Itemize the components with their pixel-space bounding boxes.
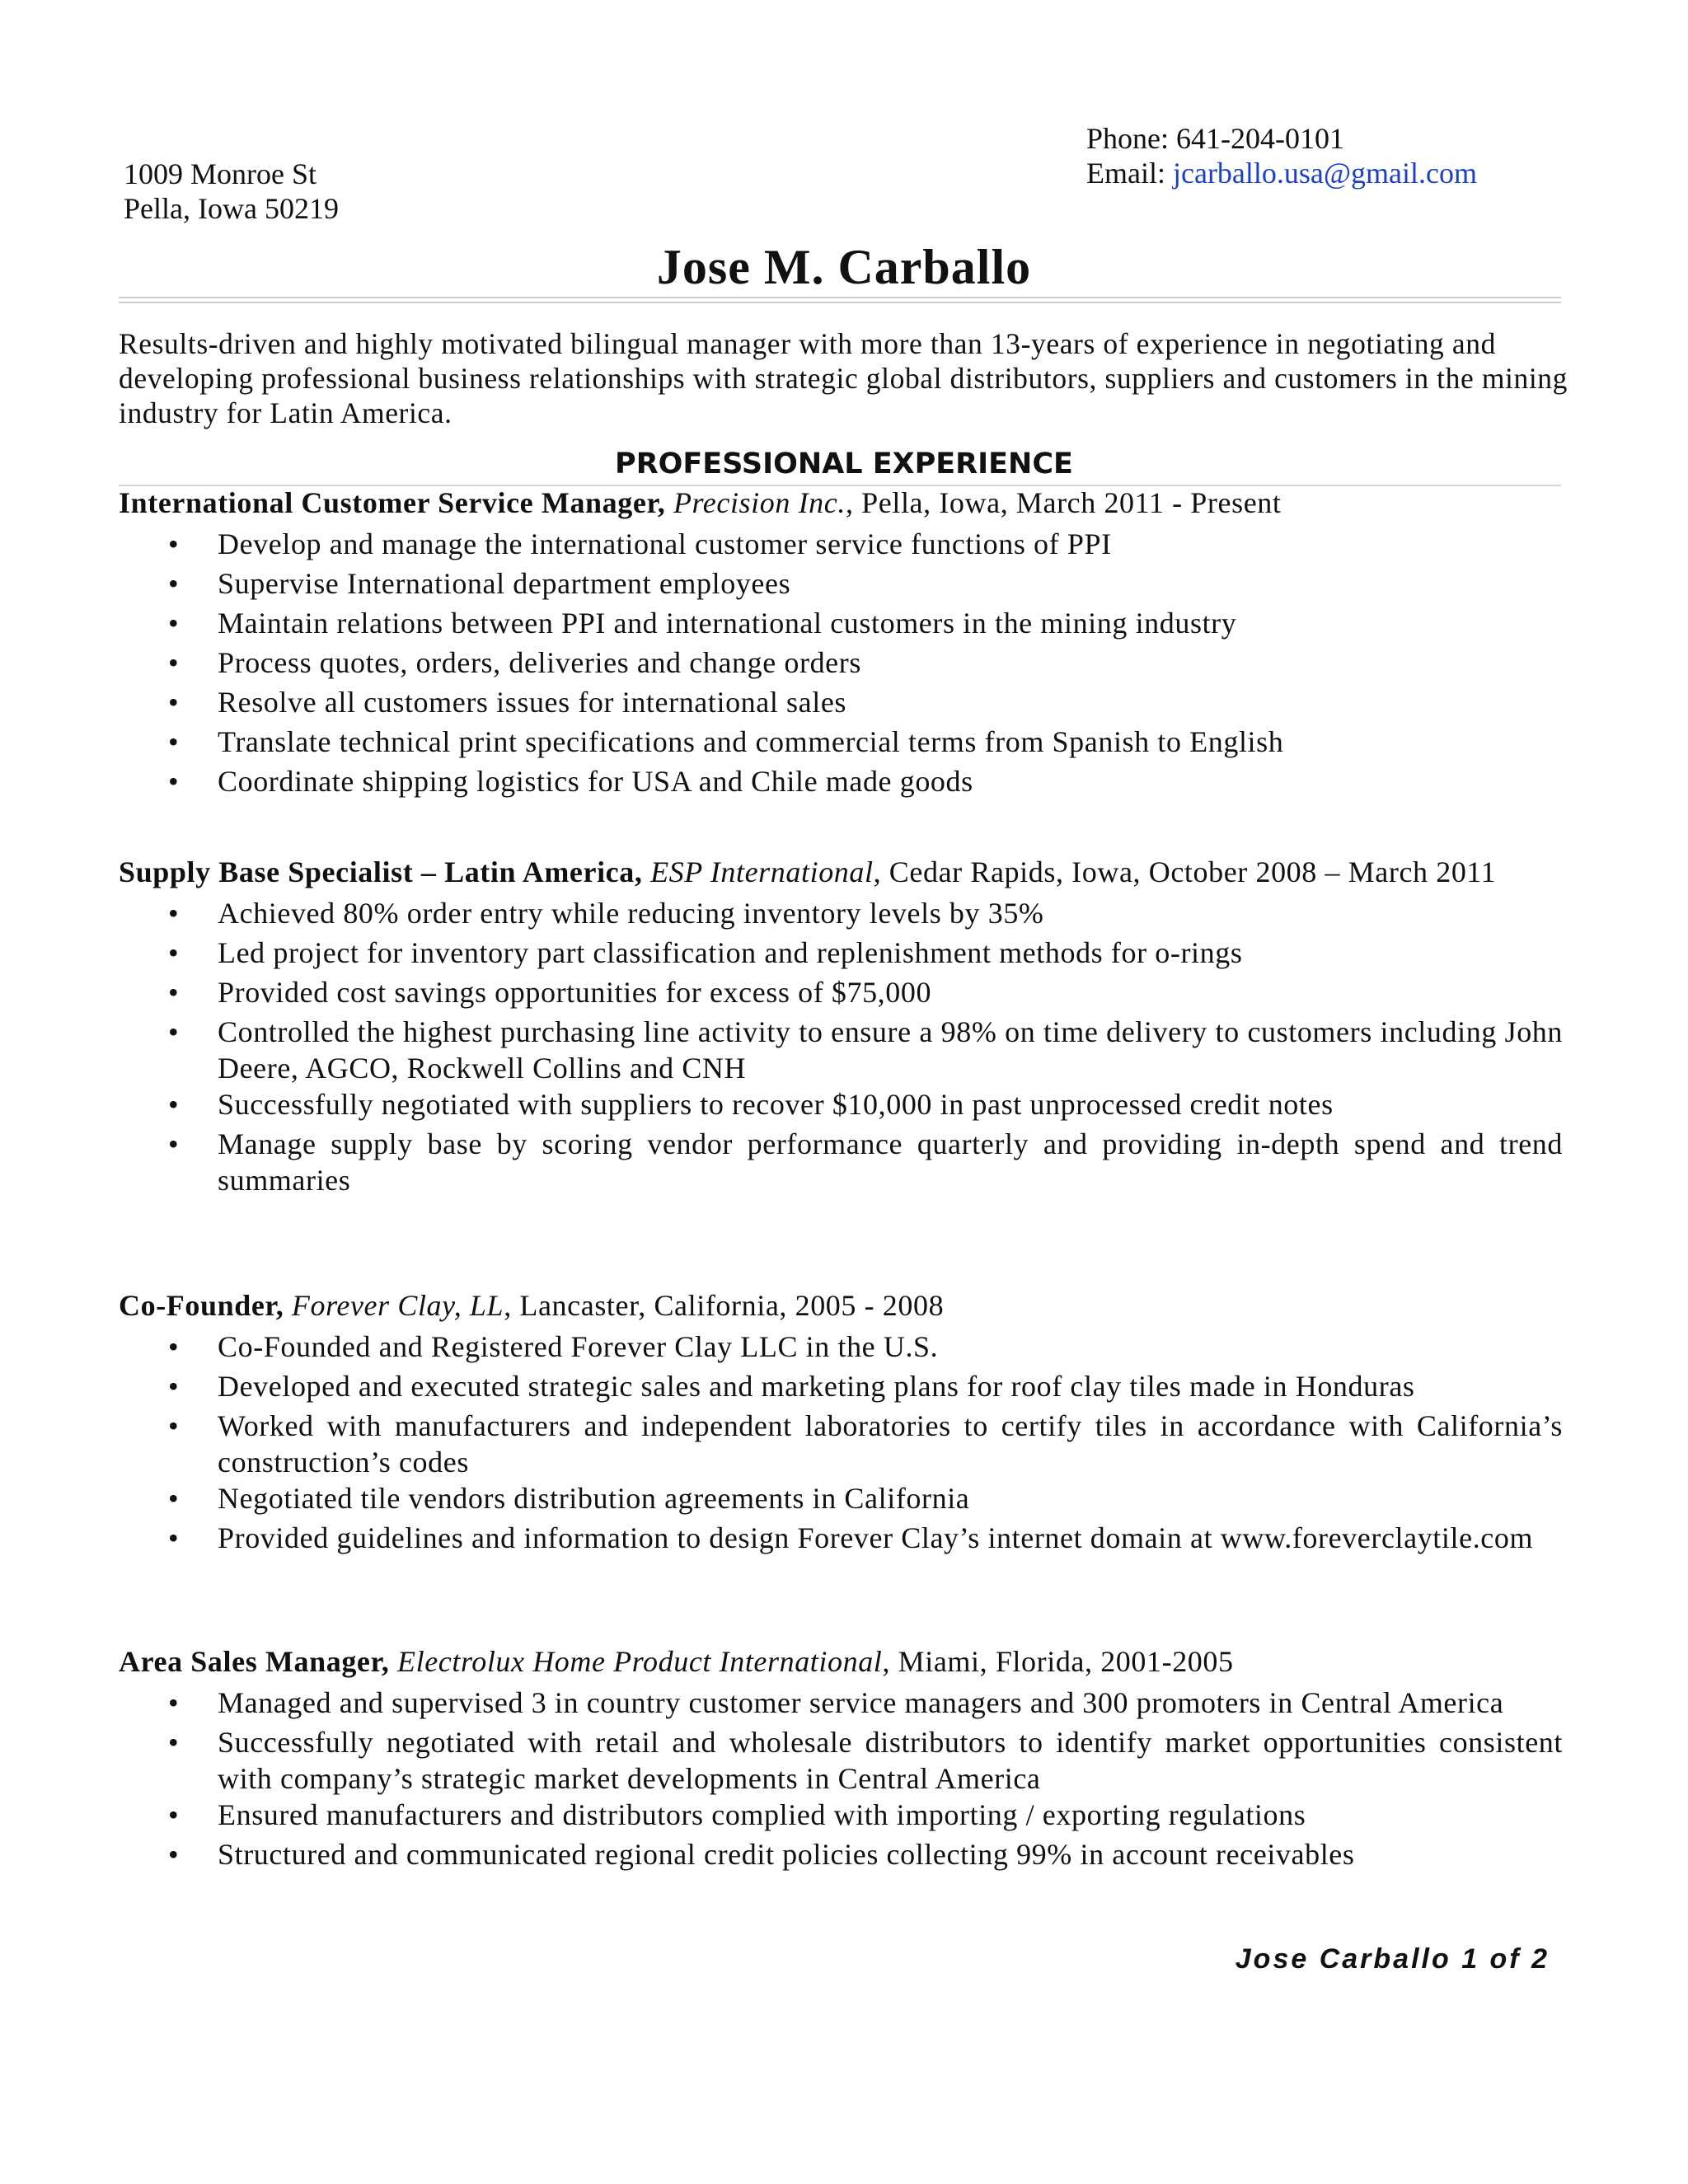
phone-label: Phone: — [1086, 122, 1170, 155]
name-divider — [119, 297, 1561, 303]
bullet-icon: • — [168, 976, 180, 1009]
job-title: Co-Founder — [119, 1289, 276, 1322]
section-title: PROFESSIONAL EXPERIENCE — [615, 448, 1073, 480]
list-item: • Developed and executed strategic sales and marketing plans for roof clay tiles made in Honduras — [168, 1370, 1415, 1403]
bullet-icon: • — [168, 725, 180, 758]
bullet-icon: • — [168, 527, 180, 560]
job-bullet-list — [119, 1329, 1563, 1559]
bullet-icon: • — [168, 1521, 180, 1554]
list-item: • Controlled the highest purchasing line activity to ensure a 98% on time delivery to customers including John Deere, AGCO, Rockwell Collins and CNH — [168, 1015, 1563, 1085]
summary-paragraph: Results-driven and highly motivated bilingual manager with more than 13-years of experience in negotiating and developing professional business relationships with strategic global distributors, suppliers and customers in the mining industry for Latin America. — [119, 327, 1568, 429]
bullet-icon: • — [168, 1726, 180, 1759]
list-item: • Process quotes, orders, deliveries and change orders — [168, 646, 861, 679]
phone-line — [1086, 121, 1477, 156]
job-entry — [119, 1643, 1563, 1876]
address-block — [124, 157, 339, 226]
bullet-icon: • — [168, 1370, 180, 1403]
bullet-icon: • — [168, 765, 180, 798]
bullet-icon: • — [168, 686, 180, 719]
job-title: International Customer Service Manager — [119, 486, 658, 519]
bullet-icon: • — [168, 1088, 180, 1121]
address-city: Pella, Iowa 50219 — [124, 192, 339, 225]
list-item: • Coordinate shipping logistics for USA and Chile made goods — [168, 765, 973, 798]
list-item: • Managed and supervised 3 in country customer service managers and 300 promoters in Central America — [168, 1686, 1504, 1719]
list-item: • Supervise International department employees — [168, 567, 791, 600]
job-details: , Miami, Florida, 2001-2005 — [882, 1645, 1234, 1678]
job-company: Forever Clay, LL — [291, 1289, 504, 1322]
list-item: • Translate technical print specifications and commercial terms from Spanish to English — [168, 725, 1284, 758]
bullet-icon: • — [168, 1330, 180, 1363]
job-details: , Pella, Iowa, March 2011 - Present — [845, 486, 1282, 519]
list-item: • Co-Founded and Registered Forever Clay LLC in the U.S. — [168, 1330, 939, 1363]
page-footer: Jose Carballo 1 of 2 — [1235, 1943, 1550, 1975]
bullet-icon: • — [168, 607, 180, 640]
list-item: • Maintain relations between PPI and international customers in the mining industry — [168, 607, 1237, 640]
email-link[interactable]: jcarballo.usa@gmail.com — [1172, 157, 1478, 190]
bullet-icon: • — [168, 897, 180, 930]
email-label: Email: — [1086, 157, 1165, 190]
list-item: • Worked with manufacturers and independent laboratories to certify tiles in accordance with California’s construction’s codes — [168, 1409, 1563, 1479]
bullet-icon: • — [168, 567, 180, 600]
bullet-icon: • — [168, 1838, 180, 1871]
list-item: • Led project for inventory part classification and replenishment methods for o-rings — [168, 936, 1243, 969]
list-item: • Structured and communicated regional credit policies collecting 99% in account receivables — [168, 1838, 1355, 1871]
job-header: Co-Founder, Forever Clay, LL, Lancaster, California, 2005 - 2008 — [119, 1289, 945, 1322]
job-title: Area Sales Manager — [119, 1645, 382, 1678]
bullet-icon: • — [168, 1127, 180, 1160]
job-entry — [119, 485, 1563, 803]
list-item: • Provided cost savings opportunities for excess of $75,000 — [168, 976, 932, 1009]
list-item: • Resolve all customers issues for international sales — [168, 686, 847, 719]
bullet-icon: • — [168, 1686, 180, 1719]
list-item: • Develop and manage the international customer service functions of PPI — [168, 527, 1112, 560]
job-details: , Cedar Rapids, Iowa, October 2008 – March 2011 — [873, 855, 1497, 888]
bullet-icon: • — [168, 1015, 180, 1048]
job-bullet-list — [119, 526, 1563, 803]
list-item: • Achieved 80% order entry while reducing inventory levels by 35% — [168, 897, 1044, 930]
bullet-icon: • — [168, 1798, 180, 1831]
email-line — [1086, 156, 1477, 190]
job-title: Supply Base Specialist – Latin America — [119, 855, 635, 888]
list-item: • Successfully negotiated with retail and wholesale distributors to identify market opportunities consistent with company’s strategic market developments in Central America — [168, 1726, 1563, 1795]
phone-number: 641-204-0101 — [1176, 122, 1344, 155]
job-entry — [119, 854, 1563, 1198]
list-item: • Successfully negotiated with suppliers to recover $10,000 in past unprocessed credit notes — [168, 1088, 1334, 1121]
job-entry — [119, 1287, 1563, 1559]
job-details: , Lancaster, California, 2005 - 2008 — [504, 1289, 945, 1322]
address-street: 1009 Monroe St — [124, 157, 316, 190]
bullet-icon: • — [168, 1409, 180, 1442]
list-item: • Provided guidelines and information to design Forever Clay’s internet domain at www.foreverclaytile.com — [168, 1521, 1534, 1554]
job-company: ESP International — [650, 855, 874, 888]
job-header: Supply Base Specialist – Latin America, ESP International, Cedar Rapids, Iowa, October 2008 – March 2011 — [119, 855, 1497, 888]
job-header: Area Sales Manager, Electrolux Home Product International, Miami, Florida, 2001-2005 — [119, 1645, 1234, 1678]
job-bullet-list — [119, 895, 1563, 1198]
job-header: International Customer Service Manager, Precision Inc., Pella, Iowa, March 2011 - Present — [119, 486, 1282, 519]
bullet-icon: • — [168, 1482, 180, 1515]
contact-block — [1086, 121, 1477, 190]
bullet-icon: • — [168, 646, 180, 679]
job-company: Electrolux Home Product International — [397, 1645, 883, 1678]
list-item: • Negotiated tile vendors distribution agreements in California — [168, 1482, 970, 1515]
candidate-name: Jose M. Carballo — [656, 240, 1032, 294]
list-item: • Manage supply base by scoring vendor performance quarterly and providing in-depth spend and trend summaries — [168, 1127, 1563, 1197]
list-item: • Ensured manufacturers and distributors complied with importing / exporting regulations — [168, 1798, 1306, 1831]
job-company: Precision Inc. — [673, 486, 846, 519]
bullet-icon: • — [168, 936, 180, 969]
job-bullet-list — [119, 1685, 1563, 1876]
